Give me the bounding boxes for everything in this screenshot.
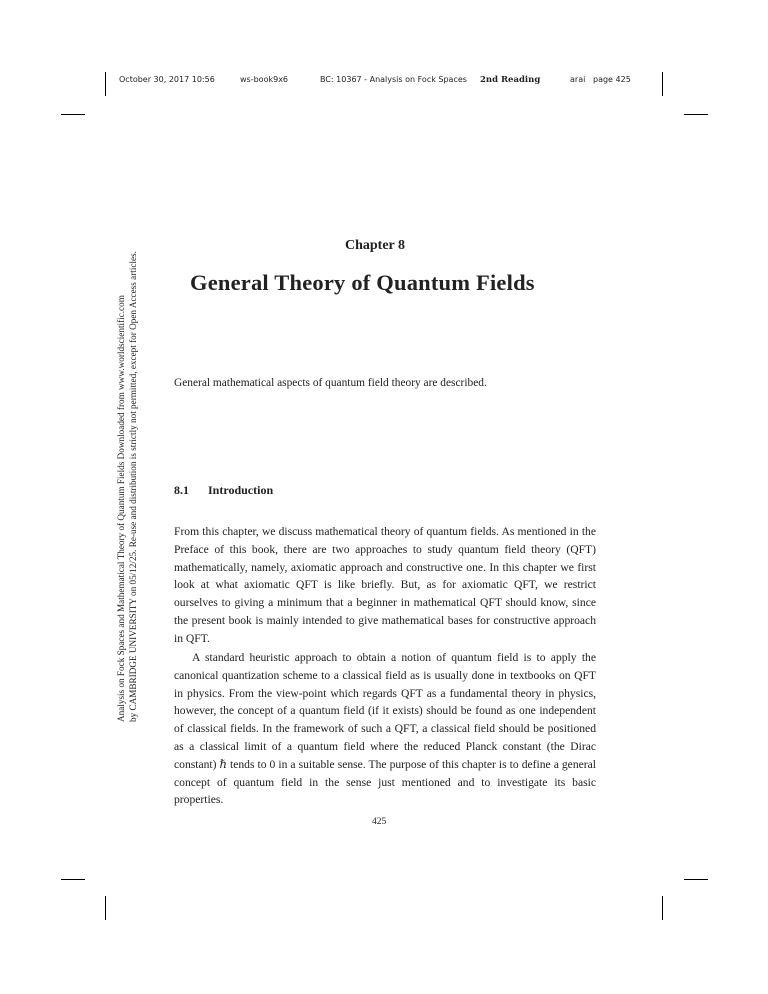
body-paragraph-1: From this chapter, we discuss mathematical theory of quantum fields. As mentioned in the Preface of this book, there are two approaches to study quantum field theory (QFT) mathematically, namely, axiomatic approach and constructive one. In this chapter we first look at what axiomatic QFT is like briefly. But, as for axiomatic QFT, we restrict ourselves to giving a minimum that a beginner in mathematical QFT should know, since the present book is mainly intended to give mathematical bases for constructive approach in QFT. [174, 525, 596, 645]
download-notice-line-1: Analysis on Fock Spaces and Mathematical Theory of Quantum Fields Downloaded from www.worldscientific.com [116, 295, 126, 722]
download-notice-line-2: by CAMBRIDGE UNIVERSITY on 05/12/25. Re-use and distribution is strictly not permitted, except for Open Access articles. [127, 251, 138, 722]
crop-mark-bottom-right-horizontal [684, 879, 708, 880]
section-title: Introduction [208, 483, 274, 497]
body-paragraph-2: A standard heuristic approach to obtain a notion of quantum field is to apply the canonical quantization scheme to a classical field as is usually done in textbooks on QFT in physics. From the view-point which regards QFT as a fundamental theory in physics, however, the concept of a quantum field (if it exists) should be found as one independent of classical fields. In the framework of such a QFT, a classical field should be positioned as a classical limit of a quantum field where the reduced Planck constant (the Dirac constant) ℏ tends to 0 in a suitable sense. The purpose of this chapter is to define a general concept of quantum field in the sense just mentioned and to investigate its basic properties. [174, 651, 596, 807]
crop-mark-top-right-vertical [662, 72, 663, 96]
page-number: 425 [372, 817, 387, 827]
crop-mark-bottom-left-horizontal [61, 879, 85, 880]
crop-mark-top-left-vertical [105, 72, 106, 96]
header-status: 2nd Reading [480, 74, 541, 85]
header-page: page 425 [593, 75, 631, 84]
crop-mark-top-left-horizontal [61, 114, 85, 115]
crop-mark-top-right-horizontal [684, 114, 708, 115]
section-heading [174, 483, 273, 498]
header-date: October 30, 2017 10:56 [119, 75, 215, 84]
header-book-code: BC: 10367 - Analysis on Fock Spaces [320, 75, 467, 84]
section-number: 8.1 [174, 483, 189, 497]
chapter-label: Chapter 8 [345, 238, 406, 253]
header-book-format: ws-book9x6 [240, 75, 289, 84]
crop-mark-bottom-right-vertical [662, 896, 663, 920]
crop-mark-bottom-left-vertical [105, 896, 106, 920]
chapter-title: General Theory of Quantum Fields [190, 270, 535, 295]
header-author: arai [570, 75, 586, 84]
chapter-abstract: General mathematical aspects of quantum field theory are described. [174, 377, 487, 389]
